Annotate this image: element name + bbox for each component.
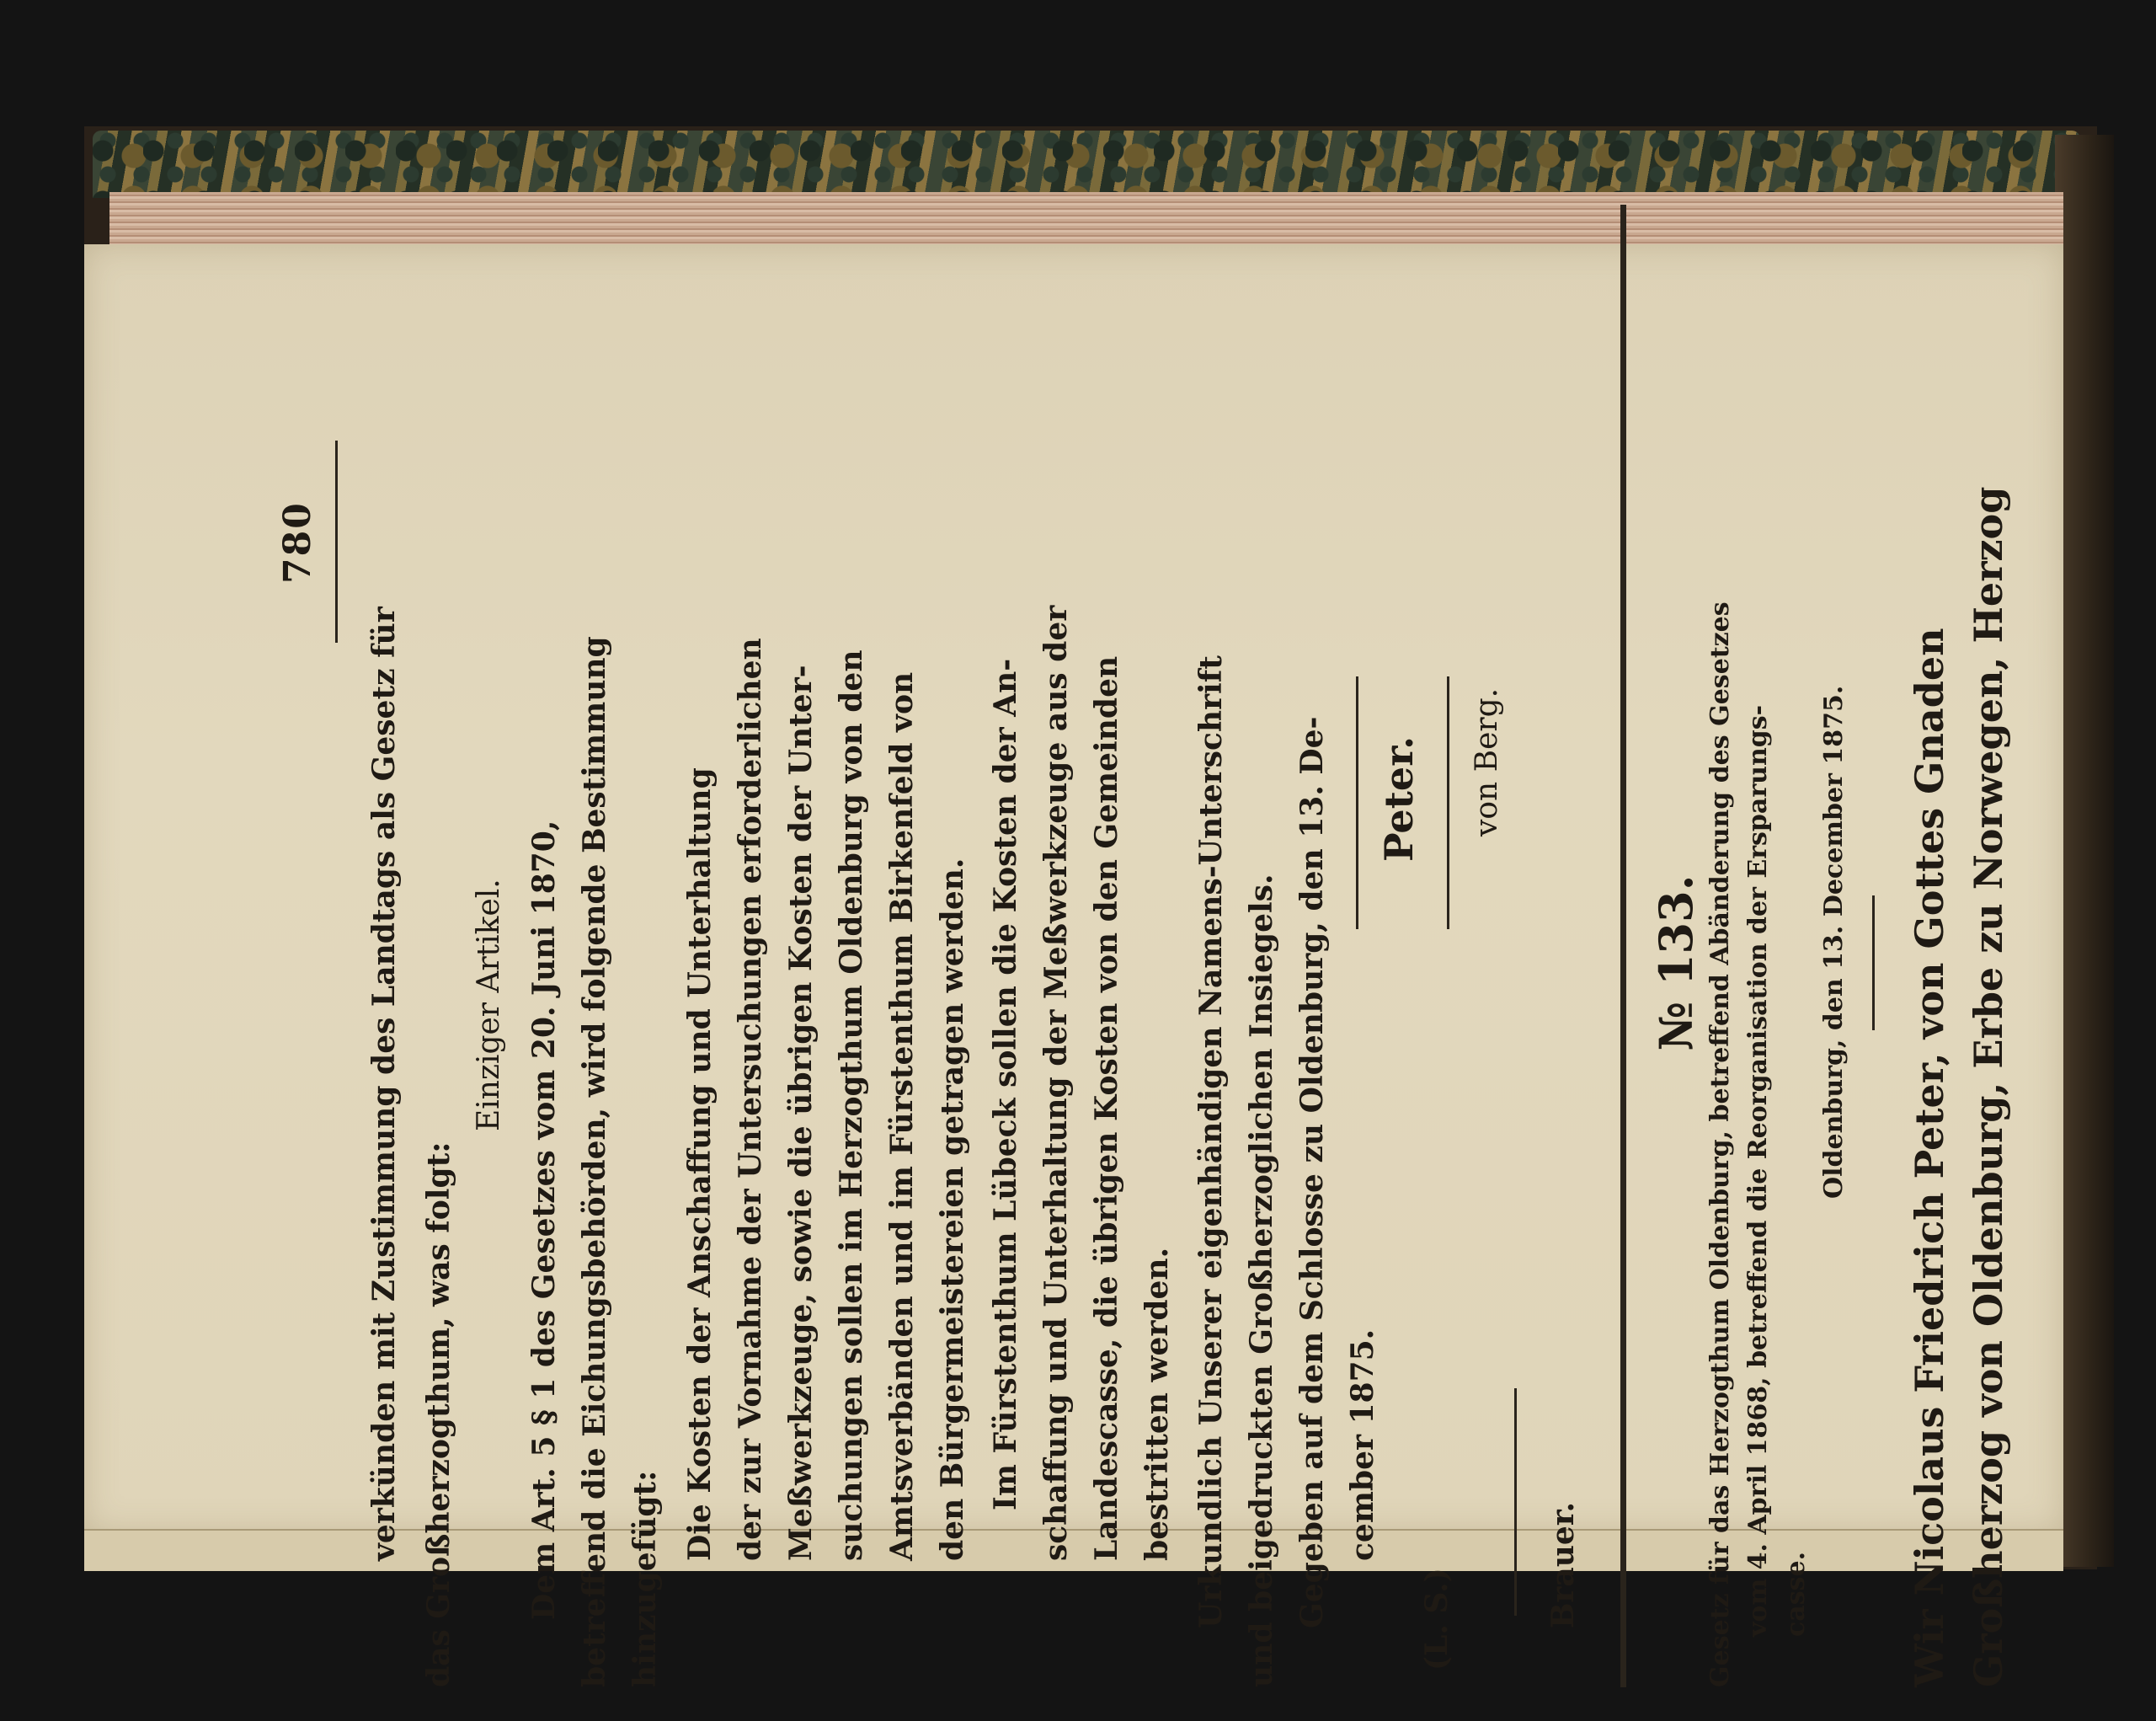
- signature-rule: [1447, 676, 1449, 929]
- text-line: suchungen sollen im Herzogthum Oldenburg von den: [834, 649, 869, 1561]
- text-line: Meßwerkzeuge, sowie die übrigen Kosten der Unter-: [783, 665, 819, 1561]
- short-divider: [1872, 895, 1875, 1030]
- signature-rule: [1356, 676, 1358, 929]
- text-line: Landescasse, die übrigen Kosten von den Gemeinden: [1089, 655, 1124, 1561]
- marbled-fore-edge: [93, 131, 2080, 198]
- text-line: Im Fürstenthum Lübeck sollen die Kosten der An-: [988, 658, 1023, 1510]
- text-line: bestritten werden.: [1139, 1247, 1175, 1561]
- text-line: den Bürgermeistereien getragen werden.: [935, 858, 970, 1561]
- text-line: Gegeben auf dem Schlosse zu Oldenburg, den 13. De-: [1294, 716, 1330, 1628]
- text-line: betreffend die Eichungsbehörden, wird folgende Bestimmung: [577, 636, 612, 1687]
- text-line: schaffung und Unterhaltung der Meßwerkzeuge aus der: [1038, 605, 1074, 1561]
- text-line: und beigedruckten Großherzoglichen Insiegels.: [1244, 874, 1279, 1687]
- closing-line: Großherzog von Oldenburg, Erbe zu Norwegen, Herzog: [1966, 486, 2011, 1687]
- text-line: hinzugefügt:: [627, 1470, 663, 1687]
- signature-peter: Peter.: [1376, 735, 1422, 862]
- section-divider: [1620, 205, 1626, 1687]
- rotated-page-text: [276, 205, 2156, 1721]
- text-line: Die Kosten der Anschaffung und Unterhaltung: [682, 767, 718, 1561]
- law-title-line: Gesetz für das Herzogthum Oldenburg, betreffend Abänderung des Gesetzes: [1705, 601, 1735, 1687]
- text-line: cember 1875.: [1345, 1328, 1380, 1561]
- text-line: Dem Art. 5 § 1 des Gesetzes vom 20. Juni 1870,: [526, 820, 562, 1620]
- closing-line: Wir Nicolaus Friedrich Peter, von Gottes Gnaden: [1907, 628, 1952, 1687]
- date-line: Oldenburg, den 13. December 1875.: [1819, 685, 1849, 1199]
- text-line: das Großherzogthum, was folgt:: [421, 1141, 456, 1687]
- law-title-line: casse.: [1781, 1551, 1811, 1637]
- article-heading: Einziger Artikel.: [472, 879, 506, 1131]
- seal-mark: (L. S.): [1419, 1568, 1454, 1670]
- law-number-heading: № 133.: [1649, 874, 1703, 1051]
- page-number-rule: [335, 441, 338, 643]
- text-line: Amtsverbänden und im Fürstenthum Birkenfeld von: [884, 671, 920, 1561]
- law-title-line: vom 4. April 1868, betreffend die Reorganisation der Ersparungs-: [1743, 704, 1773, 1637]
- page-number: 780: [276, 501, 319, 584]
- signature-rule: [1514, 1388, 1517, 1616]
- text-line: verkünden mit Zustimmung des Landtags als Gesetz für: [366, 607, 402, 1561]
- text-line: der zur Vornahme der Untersuchungen erforderlichen: [733, 638, 768, 1561]
- text-line: Urkundlich Unserer eigenhändigen Namens-Unterschrift: [1193, 655, 1229, 1628]
- signature-berg: von Berg.: [1470, 687, 1504, 836]
- signature-brauer: Brauer.: [1545, 1502, 1581, 1628]
